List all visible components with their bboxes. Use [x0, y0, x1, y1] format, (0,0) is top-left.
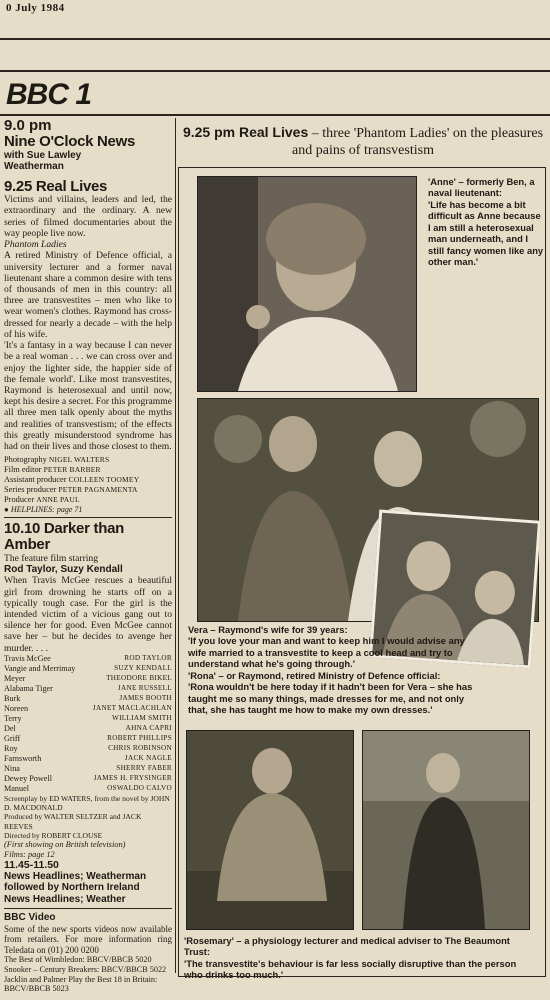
cast-row: [4, 664, 172, 674]
masthead-rule-2: [0, 70, 550, 72]
video-item: Jacklin and Palmer Play the Best 18 in Britain: BBCV/BBCB 5023: [4, 974, 158, 994]
portrait-illustration: [198, 177, 416, 391]
cast-row: [4, 784, 172, 794]
cast-row: [4, 774, 172, 784]
real-lives-quote: 'It's a fantasy in a way because I can never be a real woman . . . we can cross over and enjoy the lighter side, the happier side of the female world'. Like most transvestites, Raymond is heterosexual and until now, kept his desire a secret. For this programme all three men talk openly about the myths and realities of transvestism; of the effects this greatly misunderstood syndrome has had on their lives and those closest to them.: [4, 340, 172, 453]
news-presenter: with Sue Lawley: [4, 149, 82, 161]
video-item: Snooker – Century Breakers: BBCV/BBCB 5022: [4, 964, 167, 974]
video-text: Some of the new sports videos now available from retailers. For more information ring Teledata on (01) 200 0200: [4, 923, 172, 955]
film-stars: Rod Taylor, Suzy Kendall: [4, 563, 123, 575]
cast-actor: ROD TAYLOR: [124, 653, 172, 662]
photo-rosemary-standing: [362, 730, 530, 930]
cast-role: Burk: [4, 693, 21, 703]
credit-line: Series producer PETER PAGNAMENTA: [4, 485, 138, 494]
cast-role: Del: [4, 723, 16, 733]
cast-row: [4, 724, 172, 734]
garden-illustration: [187, 731, 353, 929]
produced-credit: Produced by WALTER SELTZER and JACK REEVES: [4, 812, 142, 831]
late-news-3: News Headlines; Weather: [4, 893, 126, 905]
cast-row: [4, 674, 172, 684]
cast-actor: AHNA CAPRI: [125, 723, 172, 732]
cast-role: Vangie and Merrimay: [4, 663, 76, 673]
page-date: 0 July 1984: [6, 2, 65, 14]
cast-row: [4, 754, 172, 764]
column-divider: [175, 118, 176, 973]
cast-actor: ROBERT PHILLIPS: [107, 733, 172, 742]
real-lives-intro: Victims and villains, leaders and led, the extraordinary and the ordinary. A new series of filmed documentaries about the way people live now.: [4, 194, 172, 239]
cast-actor: SUZY KENDALL: [114, 663, 172, 672]
cast-actor: WILLIAM SMITH: [112, 713, 172, 722]
cast-row: [4, 764, 172, 774]
cast-row: [4, 654, 172, 664]
video-item: The Best of Wimbledon: BBCV/BBCB 5020: [4, 955, 152, 965]
cast-row: [4, 704, 172, 714]
film-sub: The feature film starring: [4, 552, 99, 564]
photo-anne: [197, 176, 417, 392]
cast-role: Alabama Tiger: [4, 683, 53, 693]
listings-column: [4, 118, 172, 994]
photo-rosemary-garden: [186, 730, 354, 930]
helplines-ref: ● HELPLINES: page 71: [4, 504, 83, 514]
cast-actor: JAMES H. FRYSINGER: [93, 773, 172, 782]
bullet-icon: ●: [4, 504, 11, 514]
film-title: 10.10 Darker than Amber: [4, 520, 124, 553]
caption-rosemary: 'Rosemary' – a physiology lecturer and medical adviser to The Beaumont Trust: 'The transvestite's behaviour is far less socially disruptive than the person who drinks too much.': [184, 935, 517, 981]
news-title: Nine O'Clock News: [4, 132, 136, 150]
cast-actor: OSWALDO CALVO: [107, 783, 172, 792]
cast-role: Nina: [4, 763, 20, 773]
caption-anne: 'Anne' – formerly Ben, a naval lieutenant: 'Life has become a bit difficult as Anne because I am still a heterosexual man underneath, and I still fancy women like any other man.': [428, 176, 544, 268]
standing-illustration: [363, 731, 529, 929]
late-news-1: News Headlines; Weatherman: [4, 870, 147, 882]
section-rule: [4, 517, 172, 518]
credit-line: Photography NIGEL WALTERS: [4, 455, 110, 465]
video-heading: BBC Video: [4, 912, 56, 924]
channel-logo: BBC 1: [6, 78, 92, 111]
caption-vera-rona: Vera – Raymond's wife for 39 years: 'If you love your man and want to keep him I would advise any wife married to a transvestite to keep a cool head and try to understand what he's going through.' 'Rona' – or Raymond, retired Ministry of Defence official: 'Rona wouldn't be here today if it hadn't been for Vera – she has taught me so many things, made dresses for me, and not only that, she has taught me how to make my own dresses.': [188, 624, 473, 716]
real-lives-synopsis: A retired Ministry of Defence official, a university lecturer and a former naval lieutenant share a common desire with tens of thousands of men in this country: all three are transvestites – men who like to wear women's clothes. Raymond has cross-dressed for nearly a decade – with the help of his wife.: [4, 250, 172, 340]
masthead-rule: [0, 38, 550, 40]
cast-row: [4, 684, 172, 694]
credit-line: Assistant producer COLLEEN TOOMEY: [4, 475, 140, 485]
credit-line: Producer ANNE PAUL: [4, 494, 80, 504]
cast-role: Travis McGee: [4, 653, 51, 663]
cast-list: [4, 654, 172, 794]
cast-row: [4, 734, 172, 744]
cast-actor: SHERRY FABER: [116, 763, 172, 772]
cast-role: Meyer: [4, 673, 26, 683]
film-desc: When Travis McGee rescues a beautiful girl from drowning he starts off on a typically tough case. For the girl is the intended victim of a vicious gang out to silence her for good. Even McGee cannot save her – but he decides to avenge her murder. . . .: [4, 575, 172, 654]
cast-role: Terry: [4, 713, 22, 723]
cast-actor: JAMES BOOTH: [119, 693, 172, 702]
cast-role: Manuel: [4, 783, 30, 793]
credit-line: Film editor PETER BARBER: [4, 465, 101, 475]
real-lives-title: 9.25 Real Lives: [4, 177, 108, 195]
directed-credit: Directed by ROBERT CLOUSE: [4, 830, 103, 840]
films-page-ref: Films: page 12: [4, 850, 55, 859]
news-time: 9.0 pm: [4, 117, 52, 134]
cast-actor: CHRIS ROBINSON: [108, 743, 172, 752]
cast-role: Farnsworth: [4, 753, 42, 763]
cast-row: [4, 714, 172, 724]
cast-role: Noreen: [4, 703, 29, 713]
late-time: 11.45-11.50: [4, 858, 59, 871]
cast-actor: JANE RUSSELL: [117, 683, 172, 692]
cast-actor: JANET MACLACHLAN: [92, 703, 172, 712]
real-lives-episode: Phantom Ladies: [4, 239, 67, 251]
cast-role: Roy: [4, 743, 18, 753]
late-news-2: followed by Northern Ireland: [4, 882, 140, 894]
cast-row: [4, 744, 172, 754]
cast-actor: THEODORE BIKEL: [106, 673, 172, 682]
section-rule: [4, 908, 172, 909]
feature-headline: 9.25 pm Real Lives – three 'Phantom Ladies' on the pleasures and pains of transvestism: [182, 124, 544, 158]
cast-role: Dewey Powell: [4, 773, 52, 783]
cast-row: [4, 694, 172, 704]
header-rule: [0, 114, 550, 116]
cast-actor: JACK NAGLE: [124, 753, 172, 762]
first-showing: (First showing on British television): [4, 840, 126, 850]
news-weather: Weatherman: [4, 161, 64, 172]
cast-role: Griff: [4, 733, 21, 743]
screenplay-credit: Screenplay by ED WATERS, from the novel by JOHN D. MACDONALD: [4, 793, 170, 813]
